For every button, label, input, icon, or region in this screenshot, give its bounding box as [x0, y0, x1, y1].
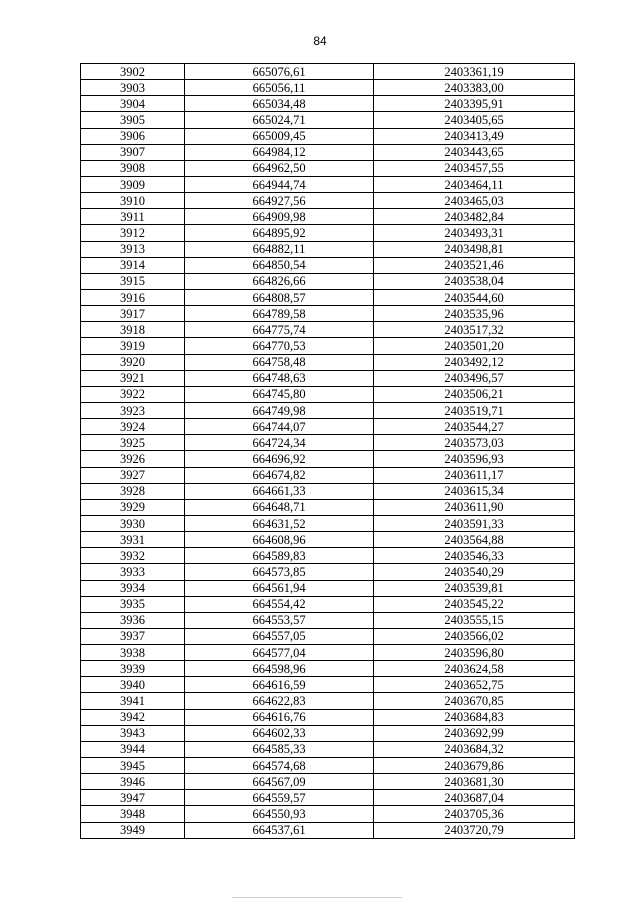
- table-row: [81, 419, 575, 435]
- point-number-cell: 3911: [81, 209, 185, 225]
- y-coordinate-cell: 2403519,71: [374, 402, 575, 418]
- x-coordinate-cell: 664775,74: [185, 322, 374, 338]
- table-row: [81, 193, 575, 209]
- point-number-cell: 3918: [81, 322, 185, 338]
- y-coordinate-cell: 2403506,21: [374, 386, 575, 402]
- point-number-cell: 3912: [81, 225, 185, 241]
- table-row: [81, 338, 575, 354]
- point-number-cell: 3937: [81, 628, 185, 644]
- table-row: [81, 580, 575, 596]
- point-number-cell: 3924: [81, 419, 185, 435]
- point-number-cell: 3922: [81, 386, 185, 402]
- table-row: [81, 612, 575, 628]
- table-row: [81, 241, 575, 257]
- point-number-cell: 3926: [81, 451, 185, 467]
- table-row: [81, 209, 575, 225]
- y-coordinate-cell: 2403544,27: [374, 419, 575, 435]
- x-coordinate-cell: 665034,48: [185, 96, 374, 112]
- table-row: [81, 693, 575, 709]
- point-number-cell: 3915: [81, 273, 185, 289]
- point-number-cell: 3907: [81, 144, 185, 160]
- table-row: [81, 596, 575, 612]
- y-coordinate-cell: 2403684,83: [374, 709, 575, 725]
- x-coordinate-cell: 664550,93: [185, 806, 374, 822]
- point-number-cell: 3930: [81, 515, 185, 531]
- y-coordinate-cell: 2403615,34: [374, 483, 575, 499]
- x-coordinate-cell: 664927,56: [185, 193, 374, 209]
- point-number-cell: 3936: [81, 612, 185, 628]
- table-row: [81, 273, 575, 289]
- point-number-cell: 3931: [81, 532, 185, 548]
- table-row: [81, 354, 575, 370]
- point-number-cell: 3944: [81, 741, 185, 757]
- point-number-cell: 3909: [81, 176, 185, 192]
- x-coordinate-cell: 664745,80: [185, 386, 374, 402]
- point-number-cell: 3928: [81, 483, 185, 499]
- point-number-cell: 3934: [81, 580, 185, 596]
- table-row: [81, 144, 575, 160]
- coordinates-table: [80, 63, 575, 839]
- y-coordinate-cell: 2403492,12: [374, 354, 575, 370]
- x-coordinate-cell: 664895,92: [185, 225, 374, 241]
- point-number-cell: 3904: [81, 96, 185, 112]
- point-number-cell: 3914: [81, 257, 185, 273]
- bottom-scan-line: [232, 897, 402, 898]
- table-row: [81, 402, 575, 418]
- x-coordinate-cell: 664944,74: [185, 176, 374, 192]
- x-coordinate-cell: 664789,58: [185, 306, 374, 322]
- y-coordinate-cell: 2403538,04: [374, 273, 575, 289]
- x-coordinate-cell: 664748,63: [185, 370, 374, 386]
- x-coordinate-cell: 664589,83: [185, 548, 374, 564]
- y-coordinate-cell: 2403687,04: [374, 790, 575, 806]
- x-coordinate-cell: 664724,34: [185, 435, 374, 451]
- y-coordinate-cell: 2403498,81: [374, 241, 575, 257]
- x-coordinate-cell: 664608,96: [185, 532, 374, 548]
- x-coordinate-cell: 665024,71: [185, 112, 374, 128]
- table-row: [81, 467, 575, 483]
- x-coordinate-cell: 664598,96: [185, 661, 374, 677]
- point-number-cell: 3932: [81, 548, 185, 564]
- y-coordinate-cell: 2403670,85: [374, 693, 575, 709]
- y-coordinate-cell: 2403539,81: [374, 580, 575, 596]
- x-coordinate-cell: 664984,12: [185, 144, 374, 160]
- point-number-cell: 3927: [81, 467, 185, 483]
- point-number-cell: 3902: [81, 64, 185, 80]
- table-row: [81, 532, 575, 548]
- table-row: [81, 435, 575, 451]
- x-coordinate-cell: 664808,57: [185, 289, 374, 305]
- y-coordinate-cell: 2403443,65: [374, 144, 575, 160]
- table-row: [81, 645, 575, 661]
- y-coordinate-cell: 2403564,88: [374, 532, 575, 548]
- table-row: [81, 822, 575, 838]
- y-coordinate-cell: 2403624,58: [374, 661, 575, 677]
- table-row: [81, 483, 575, 499]
- page-number: 84: [313, 34, 327, 48]
- x-coordinate-cell: 664567,09: [185, 774, 374, 790]
- table-row: [81, 386, 575, 402]
- y-coordinate-cell: 2403413,49: [374, 128, 575, 144]
- y-coordinate-cell: 2403679,86: [374, 758, 575, 774]
- table-row: [81, 709, 575, 725]
- table-row: [81, 80, 575, 96]
- y-coordinate-cell: 2403395,91: [374, 96, 575, 112]
- point-number-cell: 3929: [81, 499, 185, 515]
- point-number-cell: 3913: [81, 241, 185, 257]
- y-coordinate-cell: 2403464,11: [374, 176, 575, 192]
- table-row: [81, 548, 575, 564]
- y-coordinate-cell: 2403611,90: [374, 499, 575, 515]
- point-number-cell: 3925: [81, 435, 185, 451]
- table-row: [81, 790, 575, 806]
- table-row: [81, 225, 575, 241]
- table-row: [81, 564, 575, 580]
- table-row: [81, 64, 575, 80]
- table-row: [81, 741, 575, 757]
- x-coordinate-cell: 664696,92: [185, 451, 374, 467]
- x-coordinate-cell: 664631,52: [185, 515, 374, 531]
- point-number-cell: 3919: [81, 338, 185, 354]
- point-number-cell: 3910: [81, 193, 185, 209]
- x-coordinate-cell: 664882,11: [185, 241, 374, 257]
- x-coordinate-cell: 664826,66: [185, 273, 374, 289]
- point-number-cell: 3916: [81, 289, 185, 305]
- x-coordinate-cell: 665076,61: [185, 64, 374, 80]
- table-row: [81, 289, 575, 305]
- coordinates-table-body: [81, 64, 575, 839]
- y-coordinate-cell: 2403546,33: [374, 548, 575, 564]
- y-coordinate-cell: 2403517,32: [374, 322, 575, 338]
- x-coordinate-cell: 664661,33: [185, 483, 374, 499]
- y-coordinate-cell: 2403405,65: [374, 112, 575, 128]
- y-coordinate-cell: 2403720,79: [374, 822, 575, 838]
- table-row: [81, 499, 575, 515]
- x-coordinate-cell: 664554,42: [185, 596, 374, 612]
- y-coordinate-cell: 2403555,15: [374, 612, 575, 628]
- y-coordinate-cell: 2403705,36: [374, 806, 575, 822]
- x-coordinate-cell: 665056,11: [185, 80, 374, 96]
- x-coordinate-cell: 664616,76: [185, 709, 374, 725]
- x-coordinate-cell: 664674,82: [185, 467, 374, 483]
- y-coordinate-cell: 2403681,30: [374, 774, 575, 790]
- point-number-cell: 3903: [81, 80, 185, 96]
- table-row: [81, 774, 575, 790]
- y-coordinate-cell: 2403692,99: [374, 725, 575, 741]
- x-coordinate-cell: 664577,04: [185, 645, 374, 661]
- table-row: [81, 628, 575, 644]
- table-row: [81, 725, 575, 741]
- x-coordinate-cell: 664622,83: [185, 693, 374, 709]
- y-coordinate-cell: 2403566,02: [374, 628, 575, 644]
- x-coordinate-cell: 665009,45: [185, 128, 374, 144]
- point-number-cell: 3935: [81, 596, 185, 612]
- x-coordinate-cell: 664850,54: [185, 257, 374, 273]
- point-number-cell: 3945: [81, 758, 185, 774]
- table-row: [81, 322, 575, 338]
- table-row: [81, 306, 575, 322]
- x-coordinate-cell: 664909,98: [185, 209, 374, 225]
- point-number-cell: 3943: [81, 725, 185, 741]
- y-coordinate-cell: 2403596,80: [374, 645, 575, 661]
- y-coordinate-cell: 2403383,00: [374, 80, 575, 96]
- point-number-cell: 3947: [81, 790, 185, 806]
- point-number-cell: 3908: [81, 160, 185, 176]
- point-number-cell: 3920: [81, 354, 185, 370]
- y-coordinate-cell: 2403465,03: [374, 193, 575, 209]
- y-coordinate-cell: 2403457,55: [374, 160, 575, 176]
- x-coordinate-cell: 664561,94: [185, 580, 374, 596]
- x-coordinate-cell: 664962,50: [185, 160, 374, 176]
- y-coordinate-cell: 2403501,20: [374, 338, 575, 354]
- point-number-cell: 3946: [81, 774, 185, 790]
- table-row: [81, 257, 575, 273]
- x-coordinate-cell: 664648,71: [185, 499, 374, 515]
- table-row: [81, 806, 575, 822]
- y-coordinate-cell: 2403521,46: [374, 257, 575, 273]
- point-number-cell: 3921: [81, 370, 185, 386]
- point-number-cell: 3948: [81, 806, 185, 822]
- y-coordinate-cell: 2403545,22: [374, 596, 575, 612]
- point-number-cell: 3906: [81, 128, 185, 144]
- point-number-cell: 3940: [81, 677, 185, 693]
- table-row: [81, 160, 575, 176]
- table-row: [81, 112, 575, 128]
- y-coordinate-cell: 2403496,57: [374, 370, 575, 386]
- y-coordinate-cell: 2403361,19: [374, 64, 575, 80]
- x-coordinate-cell: 664537,61: [185, 822, 374, 838]
- x-coordinate-cell: 664758,48: [185, 354, 374, 370]
- y-coordinate-cell: 2403684,32: [374, 741, 575, 757]
- point-number-cell: 3933: [81, 564, 185, 580]
- x-coordinate-cell: 664616,59: [185, 677, 374, 693]
- point-number-cell: 3938: [81, 645, 185, 661]
- table-row: [81, 370, 575, 386]
- point-number-cell: 3905: [81, 112, 185, 128]
- point-number-cell: 3942: [81, 709, 185, 725]
- y-coordinate-cell: 2403596,93: [374, 451, 575, 467]
- x-coordinate-cell: 664602,33: [185, 725, 374, 741]
- y-coordinate-cell: 2403493,31: [374, 225, 575, 241]
- y-coordinate-cell: 2403652,75: [374, 677, 575, 693]
- table-row: [81, 677, 575, 693]
- x-coordinate-cell: 664749,98: [185, 402, 374, 418]
- point-number-cell: 3941: [81, 693, 185, 709]
- table-row: [81, 176, 575, 192]
- y-coordinate-cell: 2403611,17: [374, 467, 575, 483]
- table-row: [81, 515, 575, 531]
- point-number-cell: 3923: [81, 402, 185, 418]
- point-number-cell: 3939: [81, 661, 185, 677]
- x-coordinate-cell: 664770,53: [185, 338, 374, 354]
- y-coordinate-cell: 2403591,33: [374, 515, 575, 531]
- table-row: [81, 96, 575, 112]
- table-row: [81, 758, 575, 774]
- x-coordinate-cell: 664574,68: [185, 758, 374, 774]
- y-coordinate-cell: 2403573,03: [374, 435, 575, 451]
- x-coordinate-cell: 664557,05: [185, 628, 374, 644]
- point-number-cell: 3917: [81, 306, 185, 322]
- table-row: [81, 451, 575, 467]
- y-coordinate-cell: 2403544,60: [374, 289, 575, 305]
- point-number-cell: 3949: [81, 822, 185, 838]
- table-row: [81, 128, 575, 144]
- y-coordinate-cell: 2403535,96: [374, 306, 575, 322]
- x-coordinate-cell: 664553,57: [185, 612, 374, 628]
- x-coordinate-cell: 664585,33: [185, 741, 374, 757]
- y-coordinate-cell: 2403540,29: [374, 564, 575, 580]
- y-coordinate-cell: 2403482,84: [374, 209, 575, 225]
- table-row: [81, 661, 575, 677]
- x-coordinate-cell: 664559,57: [185, 790, 374, 806]
- x-coordinate-cell: 664573,85: [185, 564, 374, 580]
- x-coordinate-cell: 664744,07: [185, 419, 374, 435]
